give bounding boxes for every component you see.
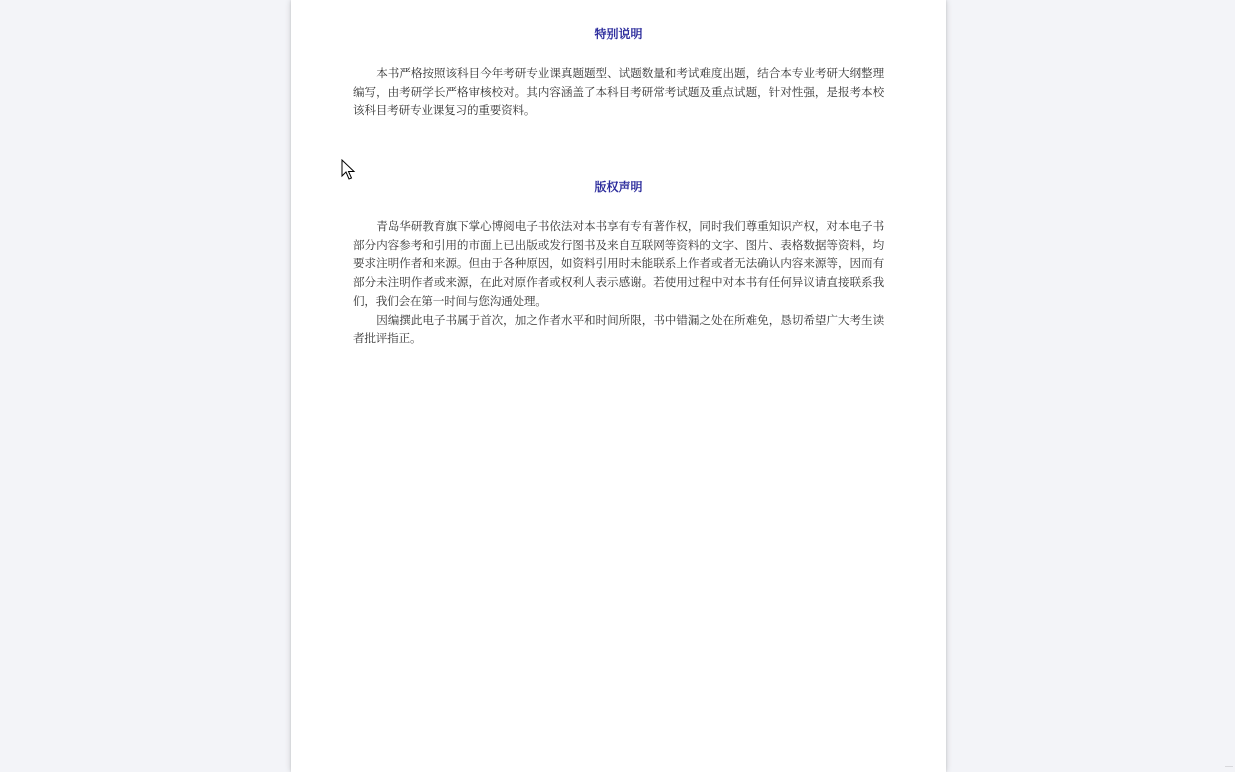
section-special-note [353, 64, 884, 120]
document-page[interactable] [291, 0, 946, 772]
paragraph: 青岛华研教育旗下掌心博阅电子书依法对本书享有专有著作权，同时我们尊重知识产权，对本电子书部分内容参考和引用的市面上已出版或发行图书及来自互联网等资料的文字、图片、表格数据等资料，均要求注明作者和来源。但由于各种原因，如资料引用时未能联系上作者或者无法确认内容来源等，因而有部分未注明作者或来源，在此对原作者或权利人表示感谢。若使用过程中对本书有任何异议请直接联系我们，我们会在第一时间与您沟通处理。 [353, 219, 884, 308]
section-title-copyright: 版权声明 [594, 180, 643, 194]
section-copyright [353, 217, 884, 348]
mouse-pointer-arrow-icon [341, 159, 357, 183]
section-title-special-note: 特别说明 [594, 27, 643, 41]
resize-grip[interactable] [1225, 766, 1233, 770]
paragraph: 本书严格按照该科目今年考研专业课真题题型、试题数量和考试难度出题，结合本专业考研大纲整理编写，由考研学长严格审核校对。其内容涵盖了本科目考研常考试题及重点试题，针对性强，是报考本校该科目考研专业课复习的重要资料。 [353, 66, 884, 118]
paragraph: 因编撰此电子书属于首次，加之作者水平和时间所限，书中错漏之处在所难免，恳切希望广大考生读者批评指正。 [353, 312, 884, 346]
